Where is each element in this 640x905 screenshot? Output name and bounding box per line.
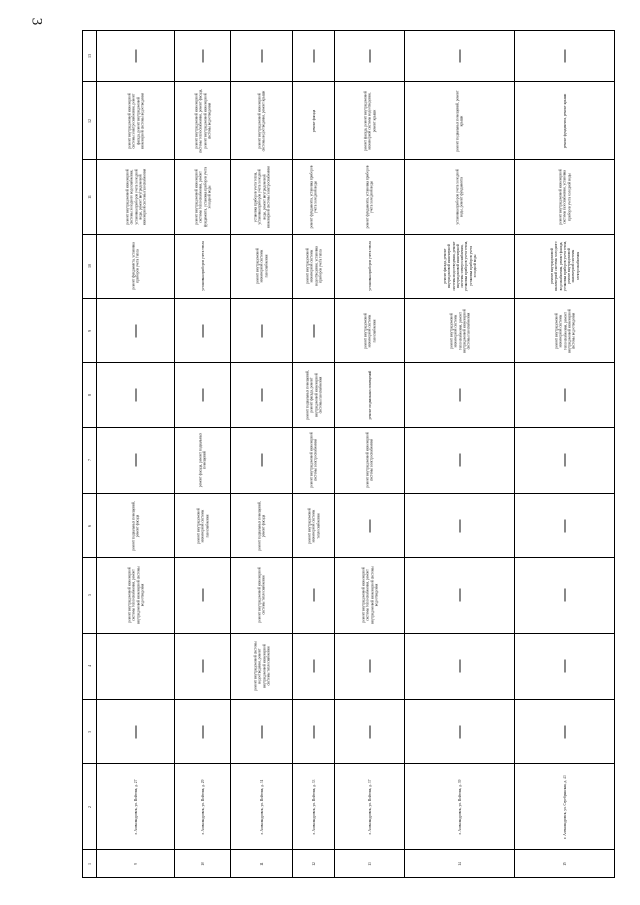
table-cell (231, 363, 293, 427)
empty-dash (459, 725, 460, 738)
empty-dash (459, 589, 460, 602)
work-description: ремонт внутридомовой инженерной системы газоснабжения (255, 248, 268, 285)
table-cell (405, 633, 515, 699)
empty-dash (369, 725, 370, 738)
page-number: 3 (28, 17, 45, 26)
table-cell (405, 82, 515, 159)
work-description: ремонт внутридомовой инженерной системы теплоснабжения (307, 507, 320, 544)
work-description: ремонт внутридомовой системы водоотведения, ремонт внутридомовой инженерной системы теплоснабжения (252, 641, 270, 691)
work-description: ремонт внутридомовой инженерной системы холодного водоснабжения, установка приборов учета холодной воды, ремонт внутридомовой инженерной системы газоснабжения (124, 168, 146, 225)
row-number: 11 (259, 861, 264, 866)
work-description: ремонт внутридомовой инженерной системы теплоснабжения, ремонт фасада, ремонт внутридомовой инженерной системы водоотведения (193, 88, 211, 153)
column-number-label: 10 (86, 264, 92, 269)
table-cell (335, 699, 405, 763)
table-cell (405, 764, 515, 850)
column-number-label: 3 (86, 730, 92, 733)
table-cell (97, 699, 175, 763)
work-description: ремонт внутридомовой инженерной системы теплоснабжения (257, 567, 266, 624)
column-number-label: 7 (86, 459, 92, 462)
work-description: ремонт внутридомовой инженерной системы теплоснабжения, ремонт внутридомовой инженерной системы водоотведения (553, 308, 575, 353)
table-cell (231, 699, 293, 763)
table-cell (405, 699, 515, 763)
empty-dash (564, 589, 565, 602)
table-cell (175, 299, 231, 363)
table-cell (515, 699, 615, 763)
table-cell (405, 558, 515, 633)
table-cell (405, 850, 515, 878)
work-description: ремонт фундамента, установка приборов учета тепла (131, 242, 140, 291)
table-cell (97, 234, 175, 298)
table-cell (515, 558, 615, 633)
table-cell (175, 234, 231, 298)
table-cell (293, 633, 335, 699)
empty-dash (564, 519, 565, 532)
table-cell (515, 31, 615, 82)
work-description: ремонт фасада (311, 109, 316, 132)
table-cell (293, 159, 335, 234)
table-cell (97, 764, 175, 850)
column-number-label: 8 (86, 394, 92, 396)
table-cell (97, 850, 175, 878)
work-description: ремонт подвальных помещений (367, 370, 372, 420)
table-cell (293, 363, 335, 427)
column-number-header (83, 159, 97, 234)
empty-dash (202, 324, 203, 337)
work-description: ремонт внутридомовой инженерной системы теплоснабжения, ремонт фундамента, установка приборов учета холодной воды (193, 166, 211, 227)
column-number-header (83, 633, 97, 699)
work-description: установка приборов учета тепла, установка приборов учета холодной воды, ремонт внутридомовой инженерной системы электроснабжения (252, 165, 270, 228)
work-description: ремонт внутридомовой инженерной системы теплоснабжения, ремонт внутридомовой инженерной системы газоснабжения (448, 308, 470, 353)
table-cell (515, 764, 615, 850)
table-cell (97, 558, 175, 633)
table-cell (97, 363, 175, 427)
table-cell (175, 764, 231, 850)
work-description: ремонт внутридомовой инженерной системы водоотведения, установка приборов учета тепла (304, 246, 322, 287)
work-description: ремонт внутридомовой инженерной системы электроснабжения (365, 432, 374, 489)
empty-dash (313, 589, 314, 602)
table-cell (175, 159, 231, 234)
work-description: ремонт подвальных помещений, ремонт крыши (455, 89, 464, 152)
empty-dash (564, 725, 565, 738)
work-description: установка приборов учета тепла (200, 241, 205, 292)
column-number-header (83, 427, 97, 493)
table-cell (293, 299, 335, 363)
table-cell (405, 494, 515, 558)
table-cell (231, 633, 293, 699)
table-cell (335, 31, 405, 82)
work-description: ремонт фундамента, установка приборов учета холодной воды (365, 165, 374, 229)
work-description: ремонт внутридомовой инженерной системы холодного водоснабжения, ремонт фасада, установка приборов учета тепла, ремонт внутридомовой инженерной системы электроснабжения (549, 241, 580, 292)
work-description: ремонт фундамента, установка приборов учета холодной воды (309, 165, 318, 229)
table-cell (515, 850, 615, 878)
table-cell (293, 31, 335, 82)
table-cell (231, 558, 293, 633)
table-cell (293, 494, 335, 558)
table-cell (231, 850, 293, 878)
table-cell (515, 299, 615, 363)
column-number-header (83, 234, 97, 298)
table-cell (405, 159, 515, 234)
table-cell (97, 31, 175, 82)
empty-dash (369, 660, 370, 673)
repair-schedule-table (82, 30, 588, 878)
empty-dash (202, 660, 203, 673)
table-cell (97, 633, 175, 699)
row-number: 12 (311, 861, 316, 866)
empty-dash (459, 50, 460, 63)
work-description: ремонт фундамента, ремонт крыши (562, 93, 567, 148)
empty-dash (202, 389, 203, 402)
table-cell (97, 82, 175, 159)
empty-dash (261, 389, 262, 402)
empty-dash (459, 519, 460, 532)
empty-dash (459, 389, 460, 402)
empty-dash (202, 589, 203, 602)
empty-dash (135, 324, 136, 337)
table-cell (335, 82, 405, 159)
table-cell (405, 31, 515, 82)
table-cell (293, 764, 335, 850)
column-number-header (83, 850, 97, 878)
work-description: ремонт фасада, ремонт подвальных помещений (198, 433, 207, 488)
empty-dash (261, 454, 262, 467)
table-cell (97, 299, 175, 363)
empty-dash (135, 725, 136, 738)
table-cell (97, 159, 175, 234)
empty-dash (202, 725, 203, 738)
work-description: ремонт фасада, ремонт внутридомовой инженерной системы водоотведения, ремонт крыши (363, 90, 376, 151)
address-text: г. Александровск, ул. Войтова, д. 39 (457, 779, 462, 835)
empty-dash (564, 50, 565, 63)
column-number-header (83, 494, 97, 558)
empty-dash (261, 324, 262, 337)
work-description: ремонт внутридомовой инженерной системы газоснабжения, установка приборов учета холодной воды (558, 168, 571, 225)
table-cell (335, 850, 405, 878)
table-cell (335, 633, 405, 699)
table-cell (515, 363, 615, 427)
empty-dash (369, 519, 370, 532)
row-number: 13 (367, 861, 372, 866)
column-number-header (83, 699, 97, 763)
empty-dash (135, 389, 136, 402)
empty-dash (459, 454, 460, 467)
work-description: ремонт подвальных помещений, ремонт фасада (131, 501, 140, 551)
address-text: г. Александровск, ул. Войтова, д. 27 (133, 779, 138, 835)
empty-dash (135, 454, 136, 467)
table-cell (293, 558, 335, 633)
table-cell (97, 494, 175, 558)
column-number-header (83, 764, 97, 850)
column-number-label: 5 (86, 594, 92, 597)
table-cell (175, 31, 231, 82)
column-number-label: 13 (86, 54, 92, 59)
work-description: ремонт внутридомовой инженерной системы теплоснабжения, ремонт внутридомовой инженерной системы водоотведения (126, 566, 144, 625)
column-number-label: 2 (86, 805, 92, 808)
table-cell (335, 234, 405, 298)
table-cell (293, 699, 335, 763)
empty-dash (313, 50, 314, 63)
empty-dash (369, 50, 370, 63)
empty-dash (564, 389, 565, 402)
work-description: ремонт внутридомовой инженерной системы газоснабжения (363, 312, 376, 349)
table-cell (231, 764, 293, 850)
table-cell (175, 494, 231, 558)
address-text: г. Александровск, ул. Серебрянская, д. 43 (562, 775, 567, 839)
column-number-label: 1 (86, 862, 92, 865)
table-cell (175, 427, 231, 493)
table-cell (335, 764, 405, 850)
address-text: г. Александровск, ул. Войтова, д. 29 (200, 779, 205, 835)
empty-dash (261, 725, 262, 738)
empty-dash (564, 660, 565, 673)
column-number-header (83, 299, 97, 363)
address-text: г. Александровск, ул. Войтова, д. 37 (367, 779, 372, 835)
table-cell (175, 82, 231, 159)
table-cell (515, 159, 615, 234)
column-number-label: 4 (86, 665, 92, 668)
table-cell (405, 299, 515, 363)
row-number: 14 (457, 861, 462, 866)
column-number-label: 6 (86, 524, 92, 527)
table-cell (335, 494, 405, 558)
work-description: ремонт внутридомовой инженерной системы теплоснабжения, ремонт внутридомовой инженерной системы водоотведения (360, 566, 378, 625)
column-number-label: 11 (86, 194, 92, 199)
empty-dash (459, 660, 460, 673)
column-number-header (83, 82, 97, 159)
table-cell (293, 82, 335, 159)
work-description: ремонт внутридомовой инженерной системы электроснабжения (309, 432, 318, 489)
empty-dash (135, 50, 136, 63)
table-cell (515, 427, 615, 493)
column-number-header (83, 31, 97, 82)
table-cell (515, 494, 615, 558)
table-cell (231, 427, 293, 493)
address-text: г. Александровск, ул. Войтова, д. 31 (259, 779, 264, 835)
address-text: г. Александровск, ул. Войтова, д. 33 (311, 779, 316, 835)
work-description: ремонт внутридомовой инженерной системы газоснабжения (196, 507, 209, 544)
empty-dash (313, 725, 314, 738)
work-description: установка приборов учета холодной воды, ремонт фундамента (455, 168, 464, 225)
table-cell (335, 427, 405, 493)
table-cell (231, 159, 293, 234)
table-cell (175, 633, 231, 699)
table-cell (175, 558, 231, 633)
table-cell (515, 234, 615, 298)
table-cell (175, 850, 231, 878)
table-cell (231, 82, 293, 159)
row-number: 9 (133, 862, 138, 865)
table-cell (335, 363, 405, 427)
table-cell (293, 234, 335, 298)
work-description: ремонт подвальных помещений, ремонт фасада, ремонт внутридомовой инженерной системы газоснабжения (304, 370, 322, 420)
table-cell (231, 299, 293, 363)
work-description: ремонт внутридомовой инженерной системы водоотведения, ремонт крыши (257, 90, 266, 151)
empty-dash (202, 50, 203, 63)
work-description: ремонт внутридомовой инженерной системы электроснабжения, ремонт фасада, ремонт внутридомовой инженерной системы водоотведения (126, 92, 144, 149)
table-cell (231, 234, 293, 298)
column-number-label: 12 (86, 118, 92, 123)
work-description: ремонт подвальных помещений, ремонт фасада (257, 501, 266, 551)
column-number-label: 9 (86, 329, 92, 332)
table-cell (515, 82, 615, 159)
table-cell (97, 427, 175, 493)
column-number-header (83, 558, 97, 633)
table-cell (405, 363, 515, 427)
row-number: 15 (562, 861, 567, 866)
table-cell (335, 558, 405, 633)
table-cell (405, 234, 515, 298)
table-cell (175, 699, 231, 763)
row-number: 10 (200, 861, 205, 866)
table-cell (335, 159, 405, 234)
table-cell (515, 633, 615, 699)
table-cell (293, 850, 335, 878)
table-cell (293, 427, 335, 493)
empty-dash (564, 454, 565, 467)
empty-dash (313, 324, 314, 337)
empty-dash (261, 50, 262, 63)
table-cell (335, 299, 405, 363)
work-description: установка приборов учета тепла (367, 241, 372, 292)
table-cell (175, 363, 231, 427)
table-cell (231, 31, 293, 82)
table-cell (405, 427, 515, 493)
column-number-header (83, 363, 97, 427)
empty-dash (313, 660, 314, 673)
work-description: ремонт фасада, ремонт внутридомовой инженерной системы водоотведения, ремонт внутридомовой инженерной системы электроснабжения, установка приборов учета тепла, установка приборов учета холодной воды (442, 241, 477, 292)
table-cell (231, 494, 293, 558)
